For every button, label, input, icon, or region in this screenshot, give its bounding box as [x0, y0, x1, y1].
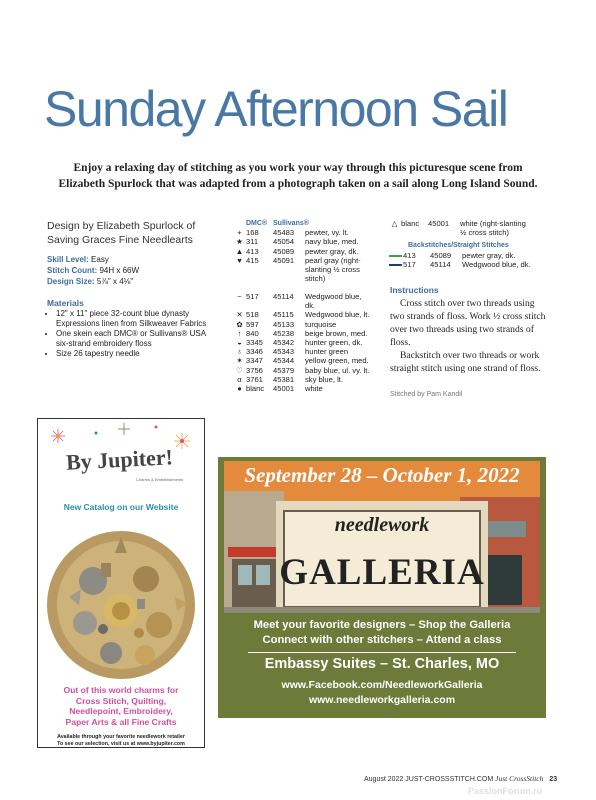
- galleria-dates: September 28 – October 1, 2022: [244, 463, 520, 487]
- footer-magazine: Just CrossStitch: [495, 774, 544, 783]
- color-name: white: [305, 384, 323, 394]
- materials-list: [47, 309, 217, 359]
- stitch-symbol-icon: ✶: [236, 356, 243, 366]
- key-row: [233, 329, 371, 338]
- dmc-number: [246, 274, 273, 283]
- color-name: pewter, vy. lt.: [305, 228, 349, 238]
- sullivans-number: 45483: [273, 228, 295, 238]
- intro-line-2: Elizabeth Spurlock that was adapted from a photograph taken on a sail along Long Island Sound.: [58, 178, 538, 190]
- dmc-number: blanc: [246, 384, 265, 394]
- stitch-symbol-icon: ▲: [235, 246, 244, 256]
- stitched-by: Stitched by Pam Kandil: [390, 391, 463, 398]
- key-row: [233, 247, 371, 256]
- color-name: stitch): [305, 274, 326, 284]
- backstitch-row: [388, 251, 542, 260]
- color-name: slanting ½ cross: [305, 265, 360, 275]
- galleria-facebook-link[interactable]: www.Facebook.com/NeedleworkGalleria: [281, 679, 483, 691]
- page-title: Sunday Afternoon Sail: [44, 81, 508, 137]
- stitch-symbol-icon: ✕: [236, 310, 243, 320]
- sullivans-number: 45342: [273, 338, 295, 348]
- galleria-venue: Embassy Suites – St. Charles, MO: [264, 656, 500, 672]
- sullivans-number: 45114: [273, 292, 294, 301]
- key-row: [233, 347, 371, 356]
- sullivans-number: [273, 274, 305, 283]
- dmc-number: 3345: [246, 338, 263, 348]
- intro-text: [40, 160, 556, 192]
- sullivans-number: [428, 228, 460, 237]
- key-row: [233, 274, 371, 283]
- credit-line-2: Saving Graces Fine Needlearts: [47, 234, 193, 246]
- size-label: Design Size:: [47, 277, 95, 286]
- key-header-row: [233, 219, 371, 228]
- dmc-number: 597: [246, 319, 259, 329]
- dmc-number: 3761: [246, 374, 263, 384]
- material-item: • One skein each DMC® or Sullivans® USA six-strand embroidery floss: [56, 329, 217, 349]
- color-key-group-2: [233, 292, 371, 393]
- backstitch-desc: pewter gray, dk.: [462, 251, 516, 260]
- backstitch-dmc: 413: [403, 251, 416, 260]
- designer-credit: [47, 219, 217, 247]
- backstitch-line-icon: [388, 260, 403, 269]
- key-row: [233, 375, 371, 384]
- key-row: [233, 237, 371, 246]
- sullivans-number: 45089: [273, 246, 295, 256]
- key-row: [388, 219, 540, 228]
- instructions-heading: Instructions: [390, 285, 439, 295]
- sullivans-number: 45343: [273, 347, 295, 357]
- intro-line-1: Enjoy a relaxing day of stitching as you work your way through this picturesque scene from: [73, 162, 523, 174]
- color-name: hunter green, dk.: [305, 338, 363, 348]
- key-row: [388, 228, 540, 237]
- jupiter-ad[interactable]: [37, 418, 205, 748]
- dmc-number: 311: [246, 237, 259, 247]
- galleria-line-2: Connect with other stitchers – Attend a class: [262, 634, 502, 646]
- stitch-symbol-icon: ★: [236, 237, 243, 247]
- backstitch-sullivans: 45089: [430, 251, 452, 260]
- color-name: turquoise: [305, 319, 337, 329]
- stitch-symbol-icon: [233, 265, 246, 274]
- galleria-divider: [248, 652, 516, 653]
- stitch-symbol-icon: ♁: [236, 347, 243, 357]
- materials-section: [47, 298, 217, 359]
- dmc-number: [401, 228, 428, 237]
- material-item: • Size 26 tapestry needle: [56, 349, 217, 359]
- sullivans-number: 45381: [273, 374, 295, 384]
- dmc-number: 518: [246, 310, 259, 320]
- key-row: [233, 338, 371, 347]
- dmc-number: 168: [246, 228, 259, 238]
- key-row: [233, 265, 371, 274]
- jupiter-catalog-link[interactable]: New Catalog on our Website: [63, 502, 179, 512]
- key-rows: [233, 292, 371, 393]
- color-name: hunter green: [305, 347, 349, 357]
- size-value: 5⅞" x 4⅛": [96, 277, 134, 286]
- key-rows: [233, 228, 371, 283]
- color-name: ½ cross stitch): [460, 228, 509, 238]
- footer-issue: August 2022: [364, 776, 404, 783]
- sullivans-number: 45238: [273, 328, 295, 338]
- tagline-line: Out of this world charms for: [63, 685, 179, 695]
- color-name: beige brown, med.: [305, 328, 368, 338]
- sullivans-number: 45054: [273, 237, 295, 247]
- stitch-symbol-icon: △: [391, 219, 398, 228]
- dmc-number: 3346: [246, 347, 263, 357]
- instructions-section: [390, 285, 550, 375]
- backstitch-dmc: 517: [403, 260, 416, 270]
- sullivans-number: 45344: [273, 356, 295, 366]
- galleria-ad[interactable]: [218, 457, 546, 718]
- watermark: PassionForum.ru: [468, 786, 543, 796]
- backstitch-line-icon: [388, 251, 403, 260]
- key-row: [233, 292, 371, 310]
- key-rows: [388, 219, 540, 237]
- stitch-symbol-icon: ♡: [236, 365, 243, 375]
- page-number: 23: [549, 776, 558, 783]
- materials-heading: Materials: [47, 298, 84, 308]
- dmc-number: 840: [246, 328, 259, 338]
- key-row: [233, 320, 371, 329]
- color-name: pewter gray, dk.: [305, 246, 359, 256]
- sullivans-number: 45091: [273, 255, 295, 265]
- sullivans-number: 45001: [273, 384, 295, 394]
- galleria-line-1: Meet your favorite designers – Shop the Galleria: [253, 619, 511, 631]
- color-name: yellow green, med.: [305, 356, 369, 366]
- stitch-symbol-icon: ♥: [237, 255, 242, 265]
- instructions-paragraph: Backstitch over two threads or work straight stitch using one strand of floss.: [390, 350, 541, 374]
- skill-value: Easy: [91, 255, 109, 264]
- jupiter-logo: By Jupiter!: [65, 444, 174, 475]
- backstitch-heading: Backstitches/Straight Stitches: [408, 242, 509, 249]
- dmc-number: blanc: [401, 219, 420, 228]
- color-key-group-3: [388, 219, 540, 237]
- stitch-symbol-icon: ●: [237, 384, 242, 394]
- color-name: navy blue, med.: [305, 237, 359, 247]
- jupiter-logo-subtitle: Charms & Embellishments: [136, 477, 184, 482]
- stitch-symbol-icon: ✿: [236, 319, 243, 329]
- color-name: Wedgwood blue, dk.: [305, 292, 362, 311]
- stitch-symbol-icon: [233, 274, 246, 283]
- color-key-group-1: [233, 219, 371, 283]
- stitch-symbol-icon: −: [237, 292, 242, 301]
- backstitch-desc: Wedgwood blue, dk.: [462, 260, 531, 270]
- count-label: Stitch Count:: [47, 266, 98, 275]
- galleria-website-link[interactable]: www.needleworkgalleria.com: [308, 694, 456, 706]
- key-row: [233, 366, 371, 375]
- design-specs: [47, 254, 217, 287]
- jupiter-foot-line: Available through your favorite needlework retailer: [57, 734, 185, 740]
- charms-photo: [41, 523, 201, 683]
- jupiter-footer: [38, 734, 204, 748]
- dmc-number: 517: [246, 292, 259, 301]
- stitch-symbol-icon: ◒: [237, 338, 242, 348]
- key-row: [233, 356, 371, 365]
- footer-site[interactable]: JUST-CROSSSTITCH.COM: [405, 776, 494, 783]
- sullivans-header: Sullivans®: [273, 220, 309, 227]
- key-row: [233, 256, 371, 265]
- color-name: Wedgwood blue, lt.: [305, 310, 370, 320]
- dmc-number: [246, 265, 273, 274]
- tagline-line: Paper Arts & all Fine Crafts: [65, 716, 177, 727]
- stitch-symbol-icon: α: [237, 374, 242, 384]
- tagline-line: Cross Stitch, Quilting,: [75, 695, 167, 706]
- jupiter-website-link[interactable]: To see our selection, visit us at www.byjupiter.com: [57, 741, 185, 747]
- sullivans-number: 45001: [428, 219, 450, 228]
- color-name: sky blue, lt.: [305, 374, 343, 384]
- dmc-number: 415: [246, 255, 259, 265]
- sullivans-number: 45133: [273, 319, 295, 329]
- sullivans-number: 45379: [273, 365, 295, 375]
- backstitch-row: [388, 260, 542, 269]
- backstitch-key: [388, 251, 542, 269]
- stitch-symbol-icon: [388, 228, 401, 237]
- jupiter-tagline: [38, 685, 204, 727]
- stitch-symbol-icon: +: [237, 228, 242, 238]
- tagline-line: Needlepoint, Embroidery,: [69, 706, 173, 716]
- material-item: • 12" x 11" piece 32-count blue dynasty Expressions linen from Silkweaver Fabrics: [56, 309, 217, 329]
- backstitch-sullivans: 45114: [430, 260, 451, 270]
- credit-line-1: Design by Elizabeth Spurlock of: [47, 220, 196, 232]
- galleria-logo-top: needlework: [334, 514, 430, 536]
- count-value: 94H x 66W: [99, 266, 140, 275]
- skill-label: Skill Level:: [47, 255, 89, 264]
- dmc-number: 3756: [246, 365, 263, 375]
- instructions-paragraph: Cross stitch over two threads using two strands of floss. Work ½ cross stitch over two threads using two strands of floss.: [390, 298, 546, 348]
- page-footer: [364, 774, 557, 783]
- galleria-logo-main: GALLERIA: [279, 552, 485, 593]
- dmc-number: 3347: [246, 356, 263, 366]
- color-name: white (right-slanting: [460, 219, 526, 228]
- key-row: [233, 228, 371, 237]
- sullivans-number: 45115: [273, 310, 294, 320]
- color-name: baby blue, ul. vy. lt.: [305, 365, 370, 375]
- key-row: [233, 384, 371, 393]
- color-name: pearl gray (right-: [305, 255, 361, 265]
- stitch-symbol-icon: ↑: [237, 328, 242, 338]
- dmc-header: DMC®: [246, 220, 268, 227]
- key-row: [233, 310, 371, 319]
- dmc-number: 413: [246, 246, 259, 256]
- sullivans-number: [273, 265, 305, 274]
